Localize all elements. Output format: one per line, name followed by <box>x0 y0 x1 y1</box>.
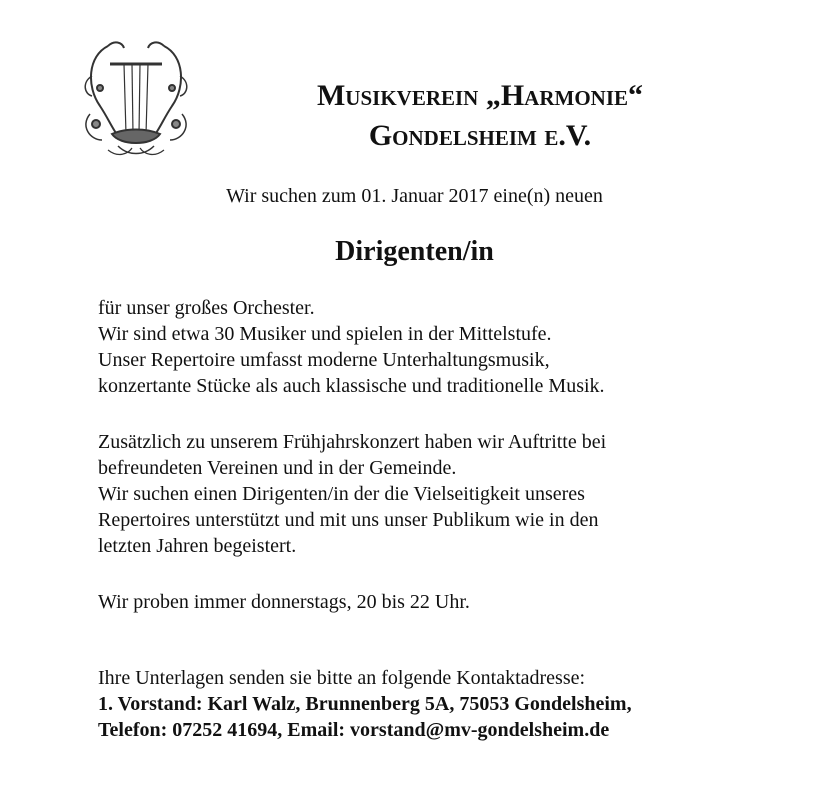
paragraph-performances <box>98 429 798 559</box>
club-name: Musikverein „Harmonie“ <box>316 79 643 112</box>
contact-block <box>98 665 798 743</box>
job-title: Dirigenten/in <box>335 236 494 267</box>
club-location: Gondelsheim e.V. <box>368 119 592 152</box>
contact-phone-email: Telefon: 07252 41694, Email: vorstand@mv-gondelsheim.de <box>98 719 610 741</box>
paragraph-rehearsals <box>98 589 798 615</box>
lyre-icon <box>78 36 194 160</box>
text-line: letzten Jahren begeistert. <box>98 535 297 557</box>
text-line: konzertante Stücke als auch klassische und traditionelle Musik. <box>98 375 605 397</box>
paragraph-orchestra <box>98 295 798 399</box>
text-line: für unser großes Orchester. <box>98 297 315 319</box>
contact-intro: Ihre Unterlagen senden sie bitte an folgende Kontaktadresse: <box>98 667 586 689</box>
text-line: Repertoires unterstützt und mit uns unser Publikum wie in den <box>98 509 599 531</box>
text-line: befreundeten Vereinen und in der Gemeinde. <box>98 457 457 479</box>
contact-address: 1. Vorstand: Karl Walz, Brunnenberg 5A, 75053 Gondelsheim, <box>98 693 632 715</box>
text-line: Wir sind etwa 30 Musiker und spielen in der Mittelstufe. <box>98 323 552 345</box>
text-line: Zusätzlich zu unserem Frühjahrskonzert haben wir Auftritte bei <box>98 431 607 453</box>
text-line: Wir suchen einen Dirigenten/in der die Vielseitigkeit unseres <box>98 483 585 505</box>
text-line: Unser Repertoire umfasst moderne Unterhaltungsmusik, <box>98 349 550 371</box>
text-line: Wir proben immer donnerstags, 20 bis 22 Uhr. <box>98 591 470 613</box>
intro-text: Wir suchen zum 01. Januar 2017 eine(n) neuen <box>226 185 603 207</box>
